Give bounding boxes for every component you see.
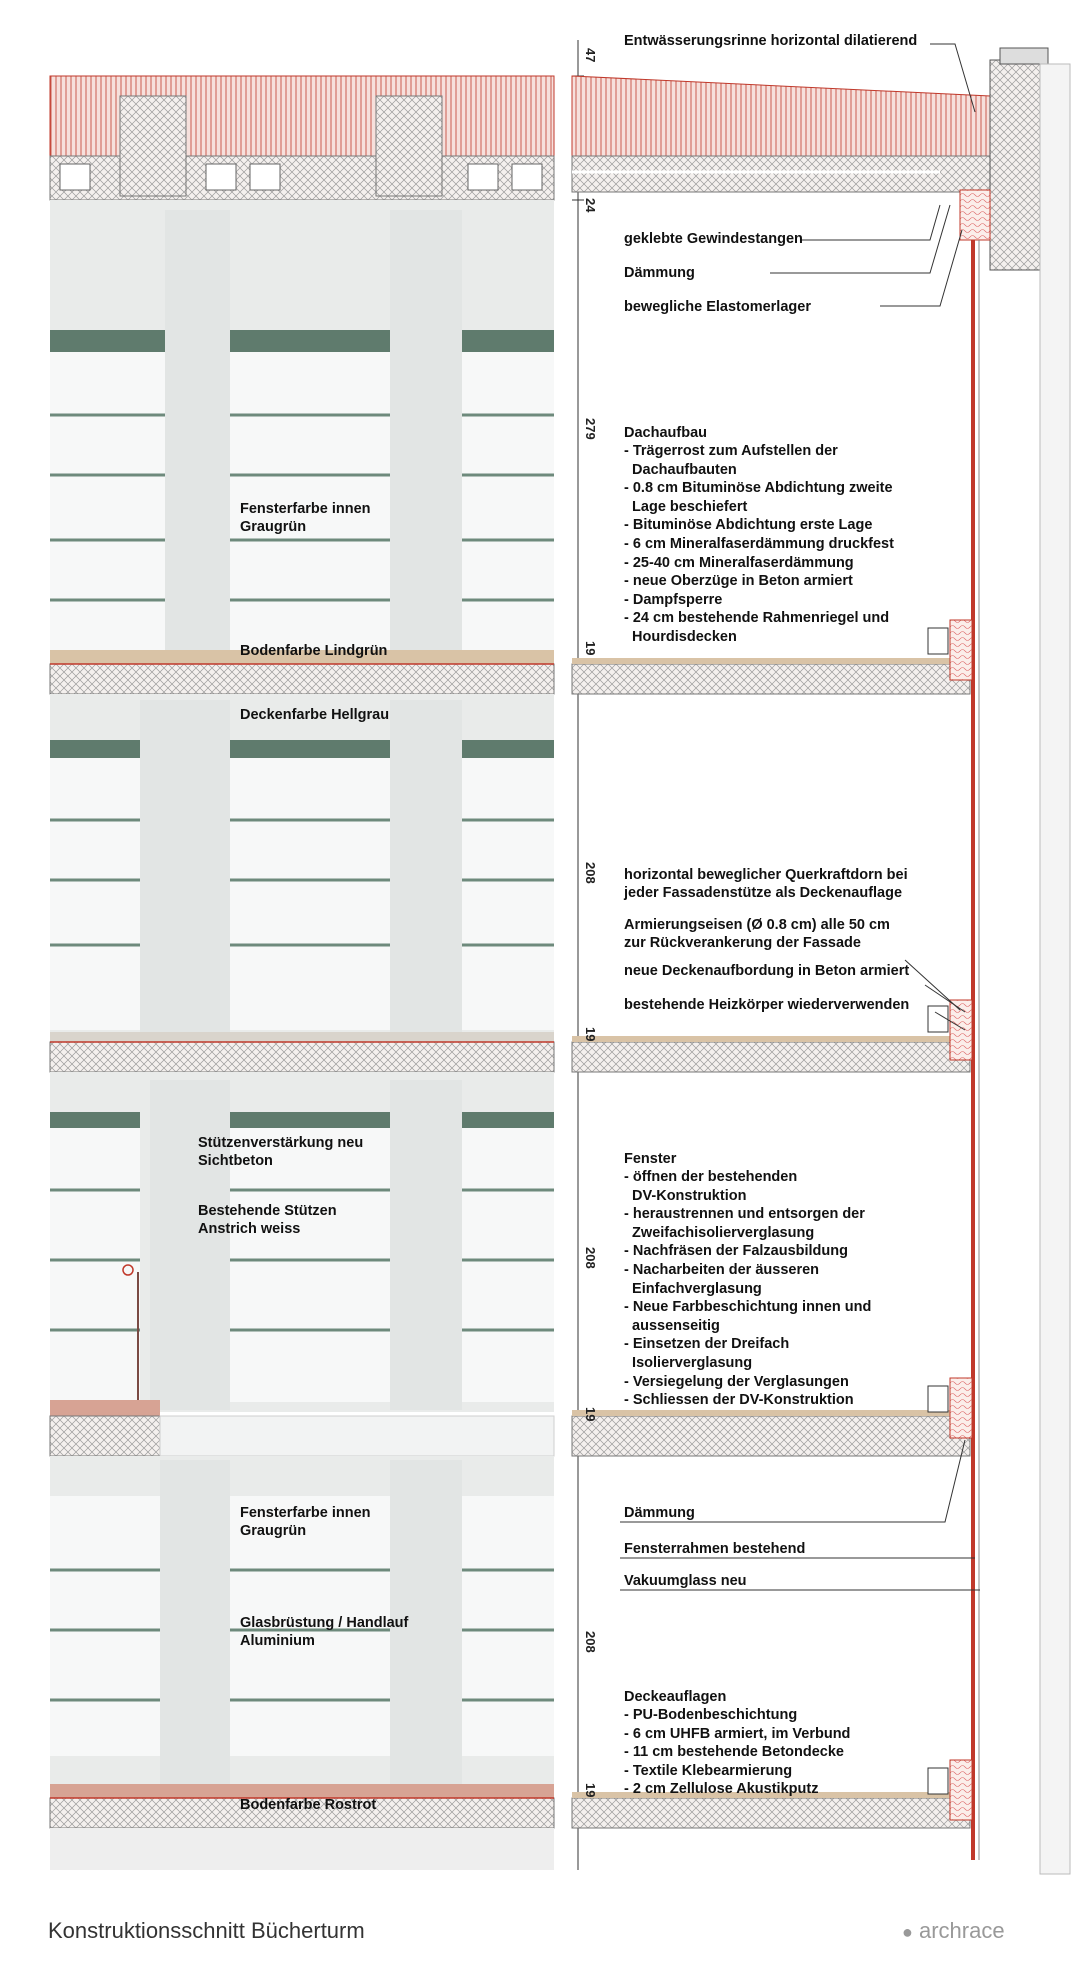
roof-beam-right xyxy=(376,96,442,196)
label-insulation-bottom: Dämmung xyxy=(624,1505,695,1521)
label-dowel: horizontal beweglicher Querkraftdorn bei jeder Fassadenstütze als Deckenauflage xyxy=(624,867,908,901)
roof-list xyxy=(624,442,894,647)
radiator xyxy=(928,1768,948,1794)
label-gutter: Entwässerungsrinne horizontal dilatierend xyxy=(624,33,918,49)
label-floor-color-1: Bodenfarbe Lindgrün xyxy=(240,643,388,659)
slab-title: Deckeauflagen xyxy=(624,1689,727,1705)
window-list xyxy=(624,1168,871,1410)
label-edge: neue Deckenaufbordung in Beton armiert xyxy=(624,963,910,979)
column xyxy=(150,1080,230,1410)
column xyxy=(140,700,230,1040)
dimension-19: 19 xyxy=(583,641,598,656)
brand-watermark xyxy=(902,1918,1005,1944)
window-note xyxy=(624,1150,871,1410)
label-glass-balustrade: Glasbrüstung / Handlauf Aluminium xyxy=(240,1615,409,1649)
list-item: - Textile Klebearmierung xyxy=(624,1762,793,1779)
brand-text: archrace xyxy=(919,1918,1005,1943)
dimension-24: 24 xyxy=(583,198,598,213)
figure-caption: Konstruktionsschnitt Bücherturm xyxy=(48,1918,365,1943)
list-item: - Neue Farbbeschichtung innen und aussenseitig xyxy=(624,1299,872,1334)
slab-list xyxy=(624,1706,850,1799)
label-vacuum-glass: Vakuumglass neu xyxy=(624,1573,747,1589)
label-column-reinforcement: Stützenverstärkung neu Sichtbeton xyxy=(198,1135,364,1169)
roof-slab-section xyxy=(572,156,992,192)
list-item: - Nachfräsen der Falzausbildung xyxy=(624,1243,848,1260)
column xyxy=(160,1460,230,1790)
label-threaded-rods: geklebte Gewindestangen xyxy=(624,231,803,247)
dimension-19: 19 xyxy=(583,1027,598,1042)
label-bearings: bewegliche Elastomerlager xyxy=(624,299,811,315)
dimension-19: 19 xyxy=(583,1407,598,1422)
dimension-19: 19 xyxy=(583,1783,598,1798)
radiator xyxy=(928,1006,948,1032)
list-item: - Nacharbeiten der äusseren Einfachverglasung xyxy=(624,1261,820,1297)
slab-3 xyxy=(50,1416,160,1456)
slab-section xyxy=(572,1416,970,1456)
list-item: - 2 cm Zellulose Akustikputz xyxy=(624,1781,819,1798)
roof-title: Dachaufbau xyxy=(624,425,707,441)
list-item: - öffnen der bestehenden DV-Konstruktion xyxy=(624,1169,798,1204)
roof-section xyxy=(572,76,990,156)
dimension-47: 47 xyxy=(583,48,598,63)
wechat-icon: ● xyxy=(902,1922,913,1942)
label-window-color-1: Fensterfarbe innen Graugrün xyxy=(240,501,371,535)
roof-beam-left xyxy=(120,96,186,196)
list-item: - Trägerrost zum Aufstellen der Dachaufbauten xyxy=(624,443,838,478)
label-existing-columns: Bestehende Stützen Anstrich weiss xyxy=(198,1203,337,1237)
dimension-208: 208 xyxy=(583,1247,598,1269)
slab-1 xyxy=(50,664,554,694)
slab-2 xyxy=(50,1042,554,1072)
list-item: - Dampfsperre xyxy=(624,591,723,608)
column xyxy=(390,700,462,1040)
dimension-208: 208 xyxy=(583,862,598,884)
label-insulation-top: Dämmung xyxy=(624,265,695,281)
list-item: - 0.8 cm Bituminöse Abdichtung zweite Lage beschiefert xyxy=(624,480,893,515)
list-item: - 6 cm UHFB armiert, im Verbund xyxy=(624,1725,851,1742)
parapet xyxy=(990,60,1040,270)
label-window-color-2: Fensterfarbe innen Graugrün xyxy=(240,1505,371,1539)
label-radiators: bestehende Heizkörper wiederverwenden xyxy=(624,997,910,1013)
slab-section xyxy=(572,1798,970,1828)
roof-build-up-note xyxy=(624,424,894,647)
dimension-279: 279 xyxy=(583,418,598,440)
list-item: - Bituminöse Abdichtung erste Lage xyxy=(624,517,873,534)
label-ceiling-color: Deckenfarbe Hellgrau xyxy=(240,707,390,723)
list-item: - 6 cm Mineralfaserdämmung druckfest xyxy=(624,535,894,552)
column xyxy=(390,210,462,665)
floor-red xyxy=(50,1400,160,1416)
list-item: - heraustrennen und entsorgen der Zweifachisolierverglasung xyxy=(624,1206,865,1241)
list-item: - 24 cm bestehende Rahmenriegel und Hourdisdecken xyxy=(624,610,890,645)
column xyxy=(165,210,230,665)
list-item: - 11 cm bestehende Betondecke xyxy=(624,1744,844,1761)
list-item: - Einsetzen der Dreifach Isolierverglasung xyxy=(624,1336,790,1371)
dimension-208: 208 xyxy=(583,1631,598,1653)
slab-section xyxy=(572,1042,970,1072)
slab-note xyxy=(624,1688,850,1799)
label-rebar: Armierungseisen (Ø 0.8 cm) alle 50 cm zur Rückverankerung der Fassade xyxy=(624,917,890,951)
list-item: - PU-Bodenbeschichtung xyxy=(624,1707,798,1723)
list-item: - neue Oberzüge in Beton armiert xyxy=(624,573,853,590)
interior-view xyxy=(50,76,554,1870)
label-frame-existing: Fensterrahmen bestehend xyxy=(624,1541,806,1557)
list-item: - Versiegelung der Verglasungen xyxy=(624,1373,849,1390)
window-title: Fenster xyxy=(624,1151,677,1167)
slab-section xyxy=(572,664,970,694)
list-item: - Schliessen der DV-Konstruktion xyxy=(624,1392,854,1409)
list-item: - 25-40 cm Mineralfaserdämmung xyxy=(624,554,854,571)
column xyxy=(390,1080,462,1410)
radiator xyxy=(928,1386,948,1412)
radiator xyxy=(928,628,948,654)
label-floor-color-2: Bodenfarbe Rostrot xyxy=(240,1797,377,1813)
